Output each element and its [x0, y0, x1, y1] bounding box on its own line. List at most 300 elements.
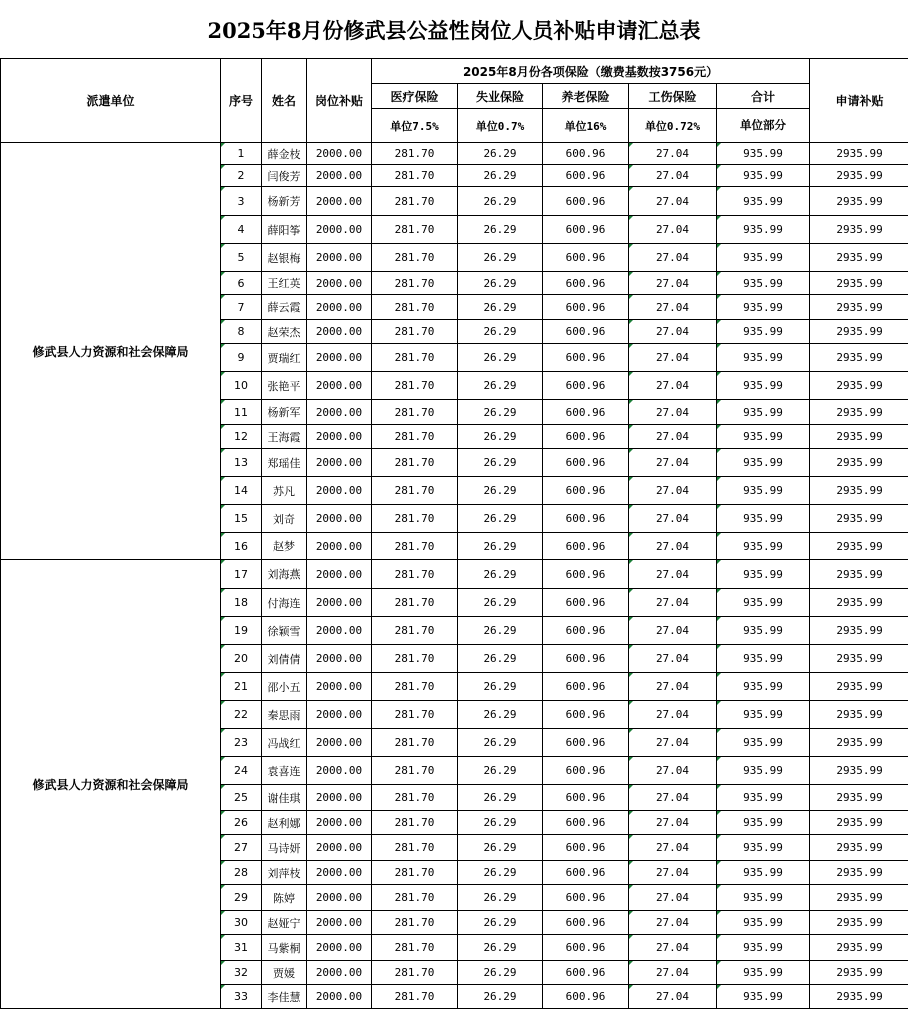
row-pension: 600.96	[543, 272, 629, 295]
row-total: 935.99	[717, 505, 810, 533]
row-pension: 600.96	[543, 617, 629, 645]
row-apply: 2935.99	[810, 320, 908, 344]
row-unemployment: 26.29	[458, 935, 543, 961]
row-total: 935.99	[717, 911, 810, 935]
row-apply: 2935.99	[810, 911, 908, 935]
row-seq: 20	[221, 645, 262, 673]
row-unemployment: 26.29	[458, 757, 543, 785]
row-pension: 600.96	[543, 785, 629, 811]
row-total: 935.99	[717, 961, 810, 985]
row-apply: 2935.99	[810, 645, 908, 673]
row-injury: 27.04	[629, 701, 717, 729]
row-medical: 281.70	[372, 811, 458, 835]
row-medical: 281.70	[372, 425, 458, 449]
row-total: 935.99	[717, 320, 810, 344]
row-apply: 2935.99	[810, 560, 908, 589]
header-name: 姓名	[262, 59, 307, 143]
row-injury: 27.04	[629, 505, 717, 533]
row-name: 苏凡	[262, 477, 307, 505]
row-total: 935.99	[717, 985, 810, 1009]
row-seq: 3	[221, 187, 262, 216]
row-post-subsidy: 2000.00	[307, 216, 372, 244]
row-post-subsidy: 2000.00	[307, 505, 372, 533]
row-unemployment: 26.29	[458, 811, 543, 835]
row-post-subsidy: 2000.00	[307, 143, 372, 165]
row-injury: 27.04	[629, 400, 717, 425]
row-medical: 281.70	[372, 673, 458, 701]
row-apply: 2935.99	[810, 617, 908, 645]
row-seq: 31	[221, 935, 262, 961]
row-medical: 281.70	[372, 400, 458, 425]
row-unemployment: 26.29	[458, 911, 543, 935]
header-injury-rate: 单位0.72%	[629, 109, 717, 143]
row-post-subsidy: 2000.00	[307, 244, 372, 272]
row-name: 付海连	[262, 589, 307, 617]
row-post-subsidy: 2000.00	[307, 985, 372, 1009]
row-pension: 600.96	[543, 861, 629, 885]
row-seq: 8	[221, 320, 262, 344]
row-name: 赵荣杰	[262, 320, 307, 344]
row-injury: 27.04	[629, 477, 717, 505]
row-name: 马诗妍	[262, 835, 307, 861]
row-pension: 600.96	[543, 165, 629, 187]
row-apply: 2935.99	[810, 673, 908, 701]
row-total: 935.99	[717, 645, 810, 673]
row-post-subsidy: 2000.00	[307, 885, 372, 911]
row-total: 935.99	[717, 187, 810, 216]
row-name: 李佳慧	[262, 985, 307, 1009]
row-medical: 281.70	[372, 589, 458, 617]
row-total: 935.99	[717, 295, 810, 320]
row-apply: 2935.99	[810, 165, 908, 187]
row-unemployment: 26.29	[458, 673, 543, 701]
row-medical: 281.70	[372, 785, 458, 811]
row-apply: 2935.99	[810, 861, 908, 885]
row-pension: 600.96	[543, 372, 629, 400]
row-unemployment: 26.29	[458, 885, 543, 911]
row-unemployment: 26.29	[458, 645, 543, 673]
row-name: 赵利娜	[262, 811, 307, 835]
row-injury: 27.04	[629, 244, 717, 272]
row-injury: 27.04	[629, 372, 717, 400]
row-post-subsidy: 2000.00	[307, 835, 372, 861]
row-name: 贾媛	[262, 961, 307, 985]
row-post-subsidy: 2000.00	[307, 165, 372, 187]
row-seq: 14	[221, 477, 262, 505]
row-unemployment: 26.29	[458, 477, 543, 505]
row-seq: 17	[221, 560, 262, 589]
row-apply: 2935.99	[810, 449, 908, 477]
row-seq: 24	[221, 757, 262, 785]
row-pension: 600.96	[543, 757, 629, 785]
row-name: 刘海燕	[262, 560, 307, 589]
row-unemployment: 26.29	[458, 785, 543, 811]
row-total: 935.99	[717, 729, 810, 757]
row-apply: 2935.99	[810, 589, 908, 617]
row-name: 薛阳筝	[262, 216, 307, 244]
row-post-subsidy: 2000.00	[307, 400, 372, 425]
row-post-subsidy: 2000.00	[307, 729, 372, 757]
row-medical: 281.70	[372, 477, 458, 505]
header-seq: 序号	[221, 59, 262, 143]
row-apply: 2935.99	[810, 477, 908, 505]
row-total: 935.99	[717, 885, 810, 911]
row-post-subsidy: 2000.00	[307, 617, 372, 645]
row-name: 赵银梅	[262, 244, 307, 272]
row-post-subsidy: 2000.00	[307, 372, 372, 400]
row-name: 薛金枝	[262, 143, 307, 165]
row-seq: 2	[221, 165, 262, 187]
row-total: 935.99	[717, 861, 810, 885]
row-apply: 2935.99	[810, 757, 908, 785]
row-injury: 27.04	[629, 911, 717, 935]
row-seq: 23	[221, 729, 262, 757]
header-unemployment: 失业保险	[458, 84, 543, 109]
row-apply: 2935.99	[810, 272, 908, 295]
row-seq: 33	[221, 985, 262, 1009]
row-medical: 281.70	[372, 985, 458, 1009]
row-apply: 2935.99	[810, 505, 908, 533]
row-apply: 2935.99	[810, 216, 908, 244]
row-name: 张艳平	[262, 372, 307, 400]
row-unemployment: 26.29	[458, 216, 543, 244]
row-seq: 11	[221, 400, 262, 425]
row-seq: 29	[221, 885, 262, 911]
table-body	[1, 59, 908, 1009]
row-total: 935.99	[717, 400, 810, 425]
row-medical: 281.70	[372, 344, 458, 372]
row-unemployment: 26.29	[458, 400, 543, 425]
row-name: 赵梦	[262, 533, 307, 560]
row-pension: 600.96	[543, 143, 629, 165]
row-pension: 600.96	[543, 505, 629, 533]
row-name: 陈婷	[262, 885, 307, 911]
header-insurance-group: 2025年8月份各项保险（缴费基数按3756元）	[372, 59, 810, 84]
row-post-subsidy: 2000.00	[307, 320, 372, 344]
header-row-1	[1, 59, 908, 84]
row-unemployment: 26.29	[458, 729, 543, 757]
row-pension: 600.96	[543, 449, 629, 477]
row-total: 935.99	[717, 617, 810, 645]
row-post-subsidy: 2000.00	[307, 673, 372, 701]
row-apply: 2935.99	[810, 985, 908, 1009]
header-injury: 工伤保险	[629, 84, 717, 109]
row-pension: 600.96	[543, 533, 629, 560]
row-pension: 600.96	[543, 961, 629, 985]
row-seq: 27	[221, 835, 262, 861]
row-injury: 27.04	[629, 961, 717, 985]
row-unemployment: 26.29	[458, 295, 543, 320]
dispatch-unit-cell: 修武县人力资源和社会保障局	[1, 143, 221, 560]
row-seq: 4	[221, 216, 262, 244]
row-injury: 27.04	[629, 533, 717, 560]
row-injury: 27.04	[629, 449, 717, 477]
row-injury: 27.04	[629, 785, 717, 811]
row-injury: 27.04	[629, 344, 717, 372]
row-unemployment: 26.29	[458, 533, 543, 560]
row-apply: 2935.99	[810, 372, 908, 400]
row-apply: 2935.99	[810, 785, 908, 811]
row-unemployment: 26.29	[458, 143, 543, 165]
row-unemployment: 26.29	[458, 165, 543, 187]
row-name: 刘萍枝	[262, 861, 307, 885]
row-name: 郑瑶佳	[262, 449, 307, 477]
row-unemployment: 26.29	[458, 701, 543, 729]
row-name: 王海霞	[262, 425, 307, 449]
row-apply: 2935.99	[810, 400, 908, 425]
row-seq: 5	[221, 244, 262, 272]
header-unit: 派遣单位	[1, 59, 221, 143]
header-unemployment-rate: 单位0.7%	[458, 109, 543, 143]
row-post-subsidy: 2000.00	[307, 477, 372, 505]
row-medical: 281.70	[372, 911, 458, 935]
row-pension: 600.96	[543, 344, 629, 372]
row-apply: 2935.99	[810, 701, 908, 729]
row-unemployment: 26.29	[458, 961, 543, 985]
row-name: 徐颖雪	[262, 617, 307, 645]
row-post-subsidy: 2000.00	[307, 425, 372, 449]
row-pension: 600.96	[543, 885, 629, 911]
row-apply: 2935.99	[810, 344, 908, 372]
row-total: 935.99	[717, 449, 810, 477]
row-seq: 1	[221, 143, 262, 165]
row-medical: 281.70	[372, 372, 458, 400]
row-total: 935.99	[717, 589, 810, 617]
row-name: 闫俊芳	[262, 165, 307, 187]
row-unemployment: 26.29	[458, 861, 543, 885]
row-name: 刘倩倩	[262, 645, 307, 673]
row-unemployment: 26.29	[458, 372, 543, 400]
table-row	[1, 560, 908, 589]
row-medical: 281.70	[372, 729, 458, 757]
row-name: 邵小五	[262, 673, 307, 701]
row-name: 刘奇	[262, 505, 307, 533]
row-unemployment: 26.29	[458, 589, 543, 617]
row-total: 935.99	[717, 272, 810, 295]
row-total: 935.99	[717, 811, 810, 835]
row-apply: 2935.99	[810, 533, 908, 560]
row-medical: 281.70	[372, 272, 458, 295]
row-unemployment: 26.29	[458, 560, 543, 589]
row-apply: 2935.99	[810, 835, 908, 861]
row-medical: 281.70	[372, 701, 458, 729]
row-pension: 600.96	[543, 560, 629, 589]
row-post-subsidy: 2000.00	[307, 811, 372, 835]
row-injury: 27.04	[629, 617, 717, 645]
row-post-subsidy: 2000.00	[307, 589, 372, 617]
row-injury: 27.04	[629, 861, 717, 885]
row-post-subsidy: 2000.00	[307, 911, 372, 935]
row-post-subsidy: 2000.00	[307, 187, 372, 216]
row-pension: 600.96	[543, 320, 629, 344]
row-name: 贾瑞红	[262, 344, 307, 372]
row-apply: 2935.99	[810, 187, 908, 216]
row-apply: 2935.99	[810, 425, 908, 449]
row-pension: 600.96	[543, 295, 629, 320]
row-total: 935.99	[717, 935, 810, 961]
header-pension-rate: 单位16%	[543, 109, 629, 143]
row-unemployment: 26.29	[458, 344, 543, 372]
row-medical: 281.70	[372, 187, 458, 216]
row-medical: 281.70	[372, 961, 458, 985]
subsidy-table	[0, 58, 908, 1009]
row-post-subsidy: 2000.00	[307, 449, 372, 477]
row-post-subsidy: 2000.00	[307, 560, 372, 589]
row-seq: 28	[221, 861, 262, 885]
row-post-subsidy: 2000.00	[307, 861, 372, 885]
row-name: 薛云霞	[262, 295, 307, 320]
row-seq: 16	[221, 533, 262, 560]
row-unemployment: 26.29	[458, 449, 543, 477]
header-pension: 养老保险	[543, 84, 629, 109]
row-name: 王红英	[262, 272, 307, 295]
row-injury: 27.04	[629, 885, 717, 911]
row-seq: 22	[221, 701, 262, 729]
row-total: 935.99	[717, 425, 810, 449]
row-post-subsidy: 2000.00	[307, 701, 372, 729]
row-name: 马紫桐	[262, 935, 307, 961]
row-seq: 25	[221, 785, 262, 811]
row-apply: 2935.99	[810, 295, 908, 320]
row-medical: 281.70	[372, 165, 458, 187]
row-medical: 281.70	[372, 757, 458, 785]
row-post-subsidy: 2000.00	[307, 344, 372, 372]
row-apply: 2935.99	[810, 729, 908, 757]
row-pension: 600.96	[543, 400, 629, 425]
row-pension: 600.96	[543, 911, 629, 935]
row-total: 935.99	[717, 477, 810, 505]
row-medical: 281.70	[372, 216, 458, 244]
header-post-subsidy: 岗位补贴	[307, 59, 372, 143]
row-total: 935.99	[717, 143, 810, 165]
row-apply: 2935.99	[810, 935, 908, 961]
header-medical-rate: 单位7.5%	[372, 109, 458, 143]
row-medical: 281.70	[372, 835, 458, 861]
row-post-subsidy: 2000.00	[307, 757, 372, 785]
row-post-subsidy: 2000.00	[307, 533, 372, 560]
row-total: 935.99	[717, 372, 810, 400]
row-injury: 27.04	[629, 165, 717, 187]
row-injury: 27.04	[629, 187, 717, 216]
row-apply: 2935.99	[810, 143, 908, 165]
header-medical: 医疗保险	[372, 84, 458, 109]
row-unemployment: 26.29	[458, 835, 543, 861]
row-name: 谢佳琪	[262, 785, 307, 811]
row-total: 935.99	[717, 533, 810, 560]
row-total: 935.99	[717, 701, 810, 729]
row-unemployment: 26.29	[458, 617, 543, 645]
table-row	[1, 143, 908, 165]
row-total: 935.99	[717, 673, 810, 701]
row-total: 935.99	[717, 165, 810, 187]
row-post-subsidy: 2000.00	[307, 645, 372, 673]
row-unemployment: 26.29	[458, 425, 543, 449]
row-pension: 600.96	[543, 835, 629, 861]
row-apply: 2935.99	[810, 885, 908, 911]
row-medical: 281.70	[372, 560, 458, 589]
row-injury: 27.04	[629, 935, 717, 961]
row-pension: 600.96	[543, 673, 629, 701]
row-seq: 18	[221, 589, 262, 617]
row-medical: 281.70	[372, 244, 458, 272]
row-injury: 27.04	[629, 425, 717, 449]
row-pension: 600.96	[543, 701, 629, 729]
row-unemployment: 26.29	[458, 320, 543, 344]
row-total: 935.99	[717, 560, 810, 589]
row-injury: 27.04	[629, 835, 717, 861]
row-injury: 27.04	[629, 757, 717, 785]
row-unemployment: 26.29	[458, 985, 543, 1009]
row-medical: 281.70	[372, 505, 458, 533]
row-medical: 281.70	[372, 885, 458, 911]
page-title: 2025年8月份修武县公益性岗位人员补贴申请汇总表	[207, 18, 701, 43]
row-pension: 600.96	[543, 589, 629, 617]
row-pension: 600.96	[543, 811, 629, 835]
row-total: 935.99	[717, 216, 810, 244]
row-medical: 281.70	[372, 449, 458, 477]
row-medical: 281.70	[372, 295, 458, 320]
row-pension: 600.96	[543, 425, 629, 449]
row-seq: 26	[221, 811, 262, 835]
row-seq: 15	[221, 505, 262, 533]
row-injury: 27.04	[629, 143, 717, 165]
row-seq: 10	[221, 372, 262, 400]
header-apply: 申请补贴	[810, 59, 908, 143]
row-injury: 27.04	[629, 295, 717, 320]
row-seq: 21	[221, 673, 262, 701]
row-post-subsidy: 2000.00	[307, 785, 372, 811]
row-pension: 600.96	[543, 216, 629, 244]
row-seq: 30	[221, 911, 262, 935]
row-pension: 600.96	[543, 645, 629, 673]
row-total: 935.99	[717, 244, 810, 272]
row-seq: 7	[221, 295, 262, 320]
row-pension: 600.96	[543, 935, 629, 961]
row-total: 935.99	[717, 785, 810, 811]
row-seq: 6	[221, 272, 262, 295]
row-unemployment: 26.29	[458, 187, 543, 216]
row-total: 935.99	[717, 757, 810, 785]
row-pension: 600.96	[543, 985, 629, 1009]
header-total: 合计	[717, 84, 810, 109]
row-post-subsidy: 2000.00	[307, 935, 372, 961]
row-pension: 600.96	[543, 244, 629, 272]
row-pension: 600.96	[543, 729, 629, 757]
row-injury: 27.04	[629, 985, 717, 1009]
row-injury: 27.04	[629, 216, 717, 244]
row-apply: 2935.99	[810, 811, 908, 835]
dispatch-unit-cell: 修武县人力资源和社会保障局	[1, 560, 221, 1009]
row-unemployment: 26.29	[458, 244, 543, 272]
row-unemployment: 26.29	[458, 272, 543, 295]
row-unemployment: 26.29	[458, 505, 543, 533]
row-seq: 32	[221, 961, 262, 985]
row-name: 冯战红	[262, 729, 307, 757]
row-injury: 27.04	[629, 673, 717, 701]
row-pension: 600.96	[543, 187, 629, 216]
row-apply: 2935.99	[810, 244, 908, 272]
row-apply: 2935.99	[810, 961, 908, 985]
row-injury: 27.04	[629, 560, 717, 589]
row-seq: 13	[221, 449, 262, 477]
row-injury: 27.04	[629, 729, 717, 757]
row-injury: 27.04	[629, 272, 717, 295]
row-post-subsidy: 2000.00	[307, 961, 372, 985]
row-post-subsidy: 2000.00	[307, 295, 372, 320]
row-name: 杨新军	[262, 400, 307, 425]
row-injury: 27.04	[629, 645, 717, 673]
row-medical: 281.70	[372, 617, 458, 645]
